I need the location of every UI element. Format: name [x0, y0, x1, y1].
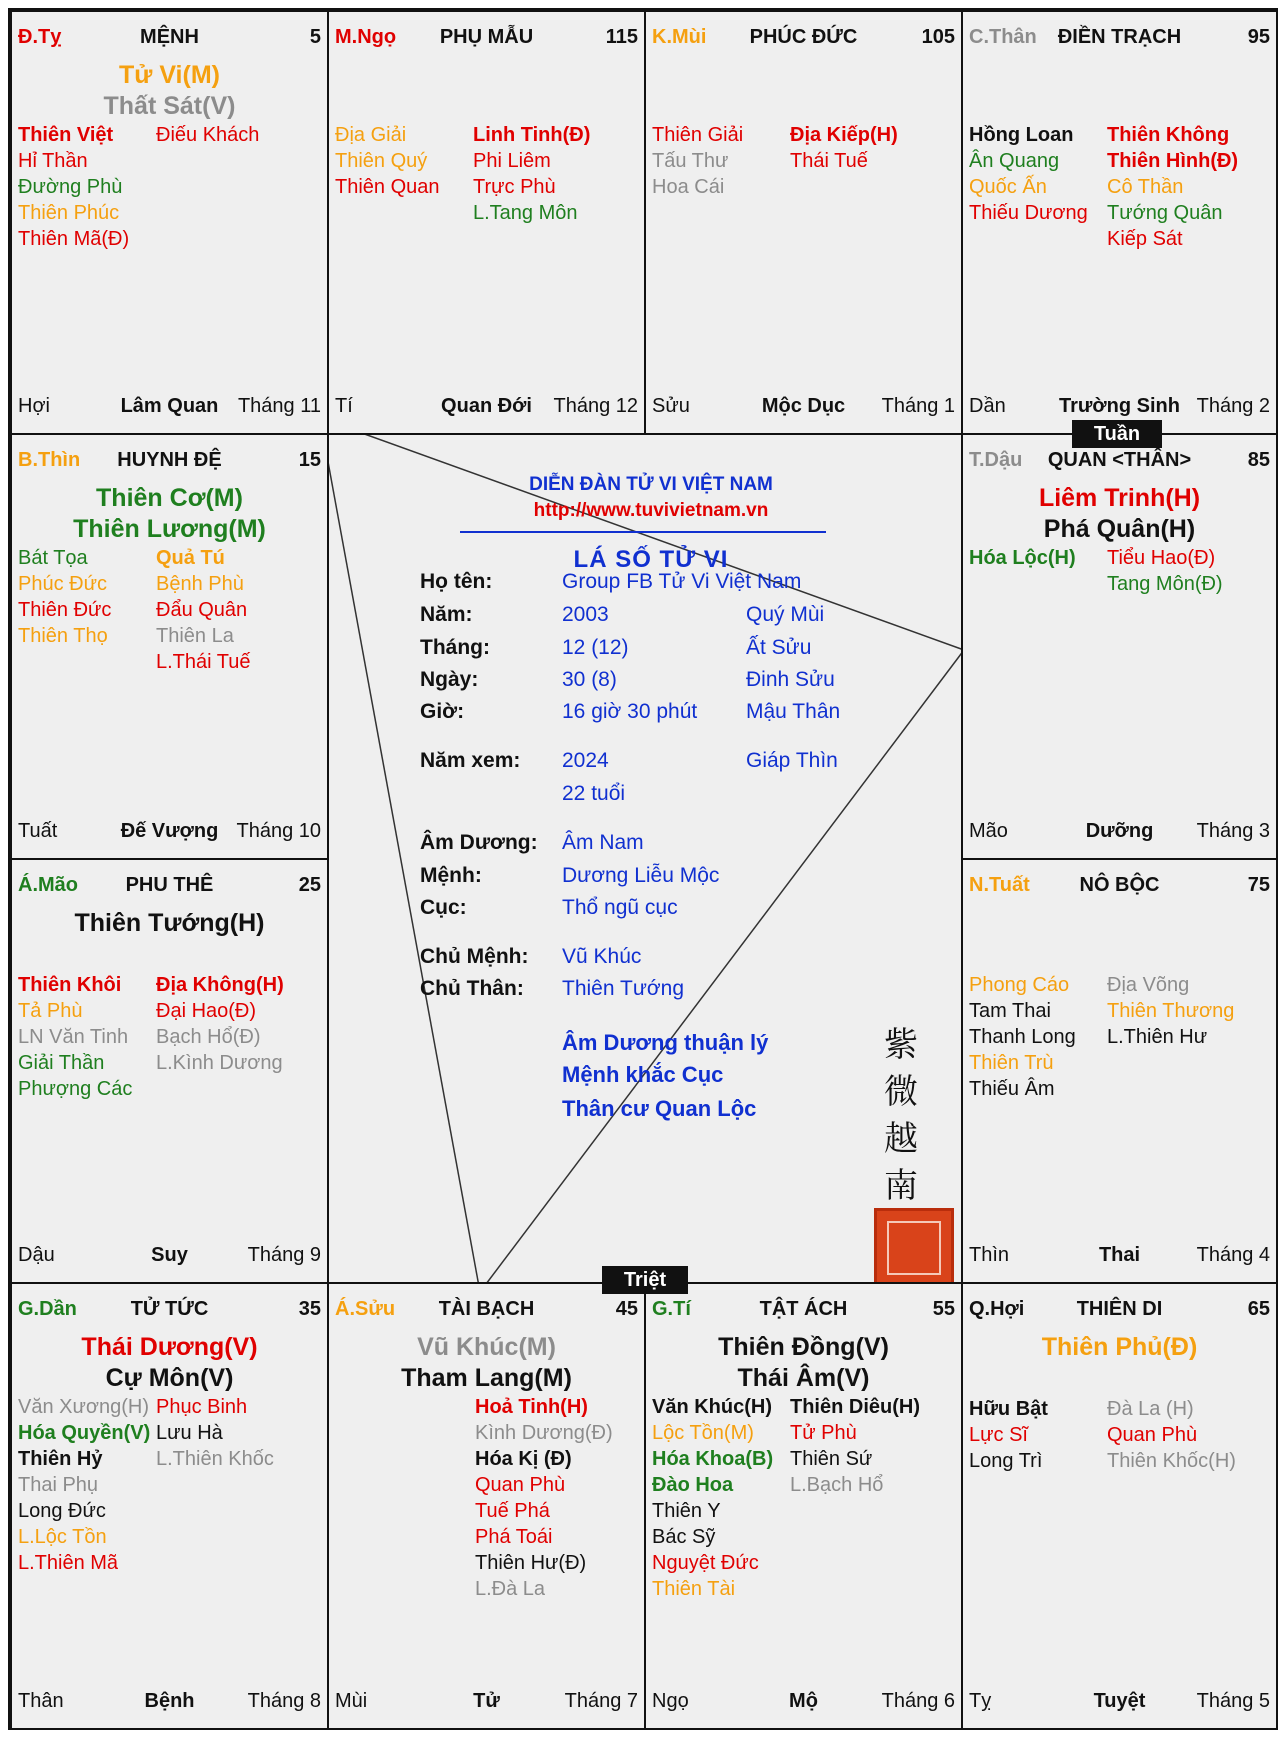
palace-name: PHU THÊ [125, 874, 214, 896]
minor-star: Địa Kiếp(H) [790, 124, 898, 146]
month-label: Tháng 8 [247, 1690, 321, 1712]
palace-header [18, 26, 321, 52]
minor-star: Lực Sĩ [969, 1424, 1028, 1446]
palace-footer [652, 395, 955, 419]
can-chi-label: N.Tuất [969, 874, 1030, 896]
minor-star: Phúc Đức [18, 573, 107, 595]
minor-star: Tử Phù [790, 1422, 857, 1444]
can-chi-label: G.Tí [652, 1298, 691, 1320]
chart-note: Âm Dương thuận lý [562, 1030, 769, 1055]
palace-header [18, 874, 321, 900]
main-stars [12, 1332, 327, 1394]
minor-star: Long Đức [18, 1500, 106, 1522]
minor-star: Quan Phù [1107, 1424, 1198, 1446]
trang-sinh-label: Đế Vượng [120, 820, 219, 842]
minor-star: Hóa Kị (Đ) [475, 1448, 572, 1470]
palace-name: TỬ TỨC [130, 1298, 209, 1320]
minor-star: Phượng Các [18, 1078, 133, 1100]
info-value-2: Mậu Thân [746, 700, 841, 723]
minor-star: Bệnh Phù [156, 573, 244, 595]
main-stars [963, 483, 1276, 545]
minor-star: Văn Khúc(H) [652, 1396, 772, 1418]
minor-star: L.Đà La [475, 1578, 546, 1600]
trang-sinh-label: Thai [1098, 1244, 1141, 1266]
seal-char: 微 [884, 1072, 918, 1112]
info-value-2: Ất Sửu [746, 636, 812, 659]
minor-star: Ân Quang [969, 150, 1060, 172]
trang-sinh-label: Tử [473, 1690, 500, 1712]
palace-footer [335, 395, 638, 419]
star-column-left [18, 545, 111, 649]
minor-star: Long Trì [969, 1450, 1043, 1472]
trang-sinh-label: Trường Sinh [1059, 395, 1180, 417]
star-column-left [652, 1394, 773, 1602]
palace-mao[interactable] [10, 858, 329, 1284]
minor-star: L.Tang Môn [473, 202, 578, 224]
star-column-left [652, 122, 743, 200]
main-star: Thất Sát(V) [103, 92, 236, 120]
minor-star: Hóa Lộc(H) [969, 547, 1076, 569]
palace-name: HUYNH ĐỆ [117, 449, 222, 471]
palace-header [18, 449, 321, 475]
palace-name: TẬT ÁCH [759, 1298, 848, 1320]
minor-star: L.Bạch Hổ [790, 1474, 884, 1496]
star-column-left [18, 1394, 150, 1576]
main-star: Tử Vi(M) [119, 61, 220, 89]
chart-title: LÁ SỐ TỬ VI [573, 546, 729, 573]
minor-star: Đà La (H) [1107, 1398, 1194, 1420]
minor-star: Địa Không(H) [156, 974, 284, 996]
trang-sinh-label: Bệnh [144, 1690, 195, 1712]
minor-star: Bác Sỹ [652, 1526, 716, 1548]
minor-star: Hóa Quyền(V) [18, 1422, 151, 1444]
minor-star: Thiên Quý [335, 150, 428, 172]
main-star: Thiên Cơ(M) [96, 484, 243, 512]
star-column-left [969, 122, 1088, 226]
minor-star: Hỉ Thần [18, 150, 88, 172]
minor-star: Thiên Mã(Đ) [18, 228, 130, 250]
palace-tuat[interactable] [961, 858, 1278, 1284]
palace-footer [969, 1244, 1270, 1268]
minor-star: Lộc Tồn(M) [652, 1422, 754, 1444]
main-star: Vũ Khúc(M) [417, 1333, 556, 1361]
palace-footer [18, 1244, 321, 1268]
minor-star: Tang Môn(Đ) [1107, 573, 1223, 595]
main-stars [12, 908, 327, 939]
star-column-left [969, 545, 1076, 571]
info-value-2: Quý Mùi [746, 603, 825, 626]
info-label: Năm: [420, 603, 473, 626]
palace-ty[interactable] [10, 10, 329, 435]
month-label: Tháng 6 [881, 1690, 955, 1712]
main-star: Thái Âm(V) [737, 1364, 870, 1392]
title-divider [460, 531, 826, 533]
trang-sinh-label: Mộc Dục [761, 395, 846, 417]
month-label: Tháng 5 [1196, 1690, 1270, 1712]
dai-van-number: 15 [298, 449, 321, 471]
minor-star: Hoa Cái [652, 176, 725, 198]
palace-header [969, 449, 1270, 475]
info-value: 30 (8) [562, 668, 617, 691]
main-star: Thiên Lương(M) [73, 515, 266, 543]
minor-star: Thiên Việt [18, 124, 114, 146]
trang-sinh-label: Mộ [789, 1690, 818, 1712]
minor-star: Văn Xương(H) [18, 1396, 149, 1418]
month-label: Tháng 3 [1196, 820, 1270, 842]
seal-char: 紫 [884, 1025, 918, 1065]
main-stars [329, 1332, 644, 1394]
minor-star: Quả Tú [156, 547, 225, 569]
palace-hoi[interactable] [961, 1282, 1278, 1730]
branch-label: Tuất [18, 820, 58, 842]
month-label: Tháng 2 [1196, 395, 1270, 417]
palace-header [969, 1298, 1270, 1324]
minor-star: Địa Giải [335, 124, 407, 146]
info-value: 22 tuổi [562, 782, 626, 805]
info-label: Mệnh: [420, 864, 482, 887]
seal-char: 越 [884, 1119, 918, 1159]
can-chi-label: Á.Sửu [335, 1298, 396, 1320]
minor-star: Tướng Quân [1107, 202, 1223, 224]
minor-star: Cô Thần [1107, 176, 1184, 198]
main-star: Thái Dương(V) [81, 1333, 258, 1361]
minor-star: L.Thiên Mã [18, 1552, 119, 1574]
minor-star: Thiên Hình(Đ) [1107, 150, 1239, 172]
minor-star: Hữu Bật [969, 1398, 1048, 1420]
branch-label: Dần [969, 395, 1006, 417]
can-chi-label: Á.Mão [18, 874, 78, 896]
chart-note: Thân cư Quan Lộc [562, 1096, 757, 1121]
minor-star: Thiên Hư(Đ) [475, 1552, 587, 1574]
can-chi-label: Đ.Tỵ [18, 26, 62, 48]
minor-star: Thiên Diêu(H) [790, 1396, 920, 1418]
minor-star: Tuế Phá [475, 1500, 550, 1522]
palace-ti[interactable] [644, 1282, 963, 1730]
trang-sinh-label: Quan Đới [441, 395, 532, 417]
minor-star: Trực Phù [473, 176, 556, 198]
seal-text [884, 1022, 916, 1210]
can-chi-label: B.Thìn [18, 449, 81, 471]
dai-van-number: 105 [921, 26, 955, 48]
triet-tag: Triệt [602, 1266, 688, 1294]
info-value-2: Đinh Sửu [746, 668, 835, 691]
month-label: Tháng 7 [564, 1690, 638, 1712]
minor-star: Thiên Trù [969, 1052, 1054, 1074]
dai-van-number: 65 [1247, 1298, 1270, 1320]
minor-star: Thiên Khôi [18, 974, 122, 996]
minor-star: Thiên Giải [652, 124, 744, 146]
main-star: Thiên Đồng(V) [718, 1333, 889, 1361]
minor-star: Giải Thần [18, 1052, 105, 1074]
minor-star: Thiên Không [1107, 124, 1230, 146]
minor-star: Điếu Khách [156, 124, 260, 146]
main-star: Cự Môn(V) [105, 1364, 234, 1392]
dai-van-number: 55 [932, 1298, 955, 1320]
branch-label: Thìn [969, 1244, 1010, 1266]
trang-sinh-label: Lâm Quan [120, 395, 219, 417]
minor-star: Thanh Long [969, 1026, 1076, 1048]
minor-star: Nguyệt Đức [652, 1552, 759, 1574]
star-column-right [1107, 122, 1238, 252]
palace-footer [969, 1690, 1270, 1714]
branch-label: Dậu [18, 1244, 55, 1266]
minor-star: Thai Phụ [18, 1474, 99, 1496]
star-column-left [335, 122, 440, 200]
branch-label: Tí [335, 395, 353, 417]
info-value: Âm Nam [562, 831, 644, 854]
star-column-right [790, 122, 898, 174]
minor-star: Quốc Ấn [969, 176, 1047, 198]
trang-sinh-label: Suy [151, 1244, 188, 1266]
palace-name: PHỤ MẪU [439, 26, 534, 48]
tu-vi-chart [8, 8, 1278, 1730]
info-value: 12 (12) [562, 636, 629, 659]
star-column-left [969, 1396, 1048, 1474]
star-column-right [1107, 972, 1234, 1050]
palace-header [969, 874, 1270, 900]
minor-star: Tả Phù [18, 1000, 83, 1022]
minor-star: Thiên Quan [335, 176, 440, 198]
info-label: Chủ Thân: [420, 977, 524, 1000]
palace-header [652, 1298, 955, 1324]
palace-thin[interactable] [10, 433, 329, 860]
can-chi-label: M.Ngọ [335, 26, 397, 48]
dai-van-number: 25 [298, 874, 321, 896]
red-seal-stamp [874, 1208, 954, 1288]
palace-name: TÀI BẠCH [438, 1298, 535, 1320]
branch-label: Sửu [652, 395, 690, 417]
minor-star: L.Thái Tuế [156, 651, 251, 673]
minor-star: Thái Tuế [790, 150, 868, 172]
minor-star: Bát Tọa [18, 547, 88, 569]
palace-ngo[interactable] [327, 10, 646, 435]
star-column-left [969, 972, 1076, 1102]
main-star: Thiên Phủ(Đ) [1041, 1333, 1198, 1361]
star-column-right [156, 545, 251, 675]
minor-star: L.Lộc Tồn [18, 1526, 107, 1548]
palace-footer [969, 395, 1270, 419]
trang-sinh-label: Tuyệt [1093, 1690, 1146, 1712]
forum-title: DIỄN ĐÀN TỬ VI VIỆT NAM [529, 474, 773, 495]
info-value: Thổ ngũ cục [562, 896, 678, 919]
palace-header [652, 26, 955, 52]
minor-star: Tiểu Hao(Đ) [1107, 547, 1216, 569]
can-chi-label: K.Mùi [652, 26, 707, 48]
minor-star: Hồng Loan [969, 124, 1074, 146]
can-chi-label: Q.Hợi [969, 1298, 1025, 1320]
dai-van-number: 35 [298, 1298, 321, 1320]
branch-label: Mão [969, 820, 1008, 842]
main-stars [963, 1332, 1276, 1363]
minor-star: Tam Thai [969, 1000, 1051, 1022]
trang-sinh-label: Dưỡng [1085, 820, 1154, 842]
palace-footer [335, 1690, 638, 1714]
palace-footer [18, 1690, 321, 1714]
info-label: Chủ Mệnh: [420, 945, 529, 968]
star-column-right [156, 122, 259, 148]
minor-star: Thiên Thương [1107, 1000, 1235, 1022]
palace-dau[interactable] [961, 433, 1278, 860]
minor-star: Thiên Đức [18, 599, 112, 621]
can-chi-label: G.Dần [18, 1298, 77, 1320]
can-chi-label: C.Thân [969, 26, 1037, 48]
minor-star: Đường Phù [18, 176, 123, 198]
forum-url[interactable]: http://www.tuvivietnam.vn [533, 500, 769, 521]
chart-note: Mệnh khắc Cục [562, 1062, 724, 1087]
dai-van-number: 5 [309, 26, 321, 48]
info-label: Cục: [420, 896, 467, 919]
star-column-right [1107, 1396, 1236, 1474]
palace-name: THIÊN DI [1076, 1298, 1163, 1320]
main-star: Tham Lang(M) [401, 1364, 572, 1392]
info-value: Vũ Khúc [562, 945, 642, 968]
main-star: Thiên Tướng(H) [74, 909, 265, 937]
info-value-2: Giáp Thìn [746, 749, 838, 772]
main-stars [12, 60, 327, 122]
minor-star: Đào Hoa [652, 1474, 734, 1496]
palace-footer [18, 820, 321, 844]
minor-star: Phá Toái [475, 1526, 553, 1548]
minor-star: Hoả Tinh(H) [475, 1396, 588, 1418]
branch-label: Mùi [335, 1690, 368, 1712]
info-value: 2024 [562, 749, 609, 772]
info-label: Tháng: [420, 636, 490, 659]
minor-star: L.Kình Dương [156, 1052, 283, 1074]
info-value: Dương Liễu Mộc [562, 864, 720, 887]
branch-label: Tỵ [969, 1690, 992, 1712]
minor-star: Lưu Hà [156, 1422, 223, 1444]
palace-footer [18, 395, 321, 419]
minor-star: Bạch Hổ(Đ) [156, 1026, 261, 1048]
palace-header [18, 1298, 321, 1324]
branch-label: Hợi [18, 395, 51, 417]
minor-star: L.Thiên Hư [1107, 1026, 1208, 1048]
center-panel [328, 442, 974, 1280]
main-stars [646, 1332, 961, 1394]
star-column-right [473, 122, 590, 226]
palace-than[interactable] [961, 10, 1278, 435]
dai-van-number: 115 [605, 26, 638, 48]
minor-star: Đại Hao(Đ) [156, 1000, 257, 1022]
month-label: Tháng 12 [553, 395, 638, 417]
main-star: Liêm Trinh(H) [1038, 484, 1201, 512]
palace-dan[interactable] [10, 1282, 329, 1730]
palace-header [335, 1298, 638, 1324]
palace-name: PHÚC ĐỨC [749, 26, 858, 48]
month-label: Tháng 11 [237, 395, 321, 417]
minor-star: Thiên Thọ [18, 625, 108, 647]
minor-star: Thiên Hỷ [18, 1448, 103, 1470]
minor-star: Phong Cáo [969, 974, 1070, 996]
minor-star: Thiên Phúc [18, 202, 120, 224]
star-column-left [18, 972, 132, 1102]
palace-name: MỆNH [140, 26, 199, 48]
palace-header [335, 26, 638, 52]
palace-footer [652, 1690, 955, 1714]
main-stars [12, 483, 327, 545]
minor-star: Kiếp Sát [1107, 228, 1183, 250]
palace-header [969, 26, 1270, 52]
dai-van-number: 45 [615, 1298, 638, 1320]
info-label: Họ tên: [420, 570, 493, 593]
minor-star: Thiếu Dương [969, 202, 1088, 224]
star-column-right [156, 972, 284, 1076]
seal-char: 南 [884, 1166, 918, 1206]
minor-star: Thiên La [156, 625, 234, 647]
minor-star: Đẩu Quân [156, 599, 248, 621]
minor-star: Thiếu Âm [969, 1078, 1055, 1100]
minor-star: Phi Liêm [473, 150, 551, 172]
month-label: Tháng 4 [1196, 1244, 1270, 1266]
minor-star: Linh Tinh(Đ) [473, 124, 591, 146]
minor-star: L.Thiên Khốc [156, 1448, 274, 1470]
star-column-right [1107, 545, 1223, 597]
info-label: Giờ: [420, 700, 465, 723]
minor-star: Phục Binh [156, 1396, 248, 1418]
minor-star: LN Văn Tinh [18, 1026, 129, 1048]
palace-name: NÔ BỘC [1079, 874, 1160, 896]
minor-star: Hóa Khoa(B) [652, 1448, 774, 1470]
branch-label: Thân [18, 1690, 64, 1712]
dai-van-number: 75 [1247, 874, 1270, 896]
info-value: Group FB Tử Vi Việt Nam [562, 570, 802, 593]
info-value: 2003 [562, 603, 609, 626]
minor-star: Địa Võng [1107, 974, 1190, 996]
info-value: 16 giờ 30 phút [562, 700, 698, 723]
palace-name: QUAN <THÂN> [1047, 449, 1192, 471]
month-label: Tháng 1 [881, 395, 955, 417]
minor-star: Thiên Khốc(H) [1107, 1450, 1236, 1472]
palace-mui[interactable] [644, 10, 963, 435]
tuan-tag: Tuần [1072, 420, 1162, 448]
month-label: Tháng 10 [236, 820, 321, 842]
month-label: Tháng 9 [247, 1244, 321, 1266]
dai-van-number: 85 [1247, 449, 1270, 471]
info-label: Âm Dương: [420, 831, 538, 854]
minor-star: Thiên Tài [652, 1578, 736, 1600]
star-column-right [156, 1394, 274, 1472]
minor-star: Tấu Thư [652, 150, 729, 172]
info-label: Năm xem: [420, 749, 521, 772]
minor-star: Quan Phù [475, 1474, 566, 1496]
palace-suu[interactable] [327, 1282, 646, 1730]
info-value: Thiên Tướng [562, 977, 685, 1000]
star-column-left [18, 122, 129, 252]
palace-footer [969, 820, 1270, 844]
minor-star: Thiên Sứ [790, 1448, 873, 1470]
palace-name: ĐIỀN TRẠCH [1057, 26, 1182, 48]
star-column-right [790, 1394, 920, 1498]
branch-label: Ngọ [652, 1690, 689, 1712]
can-chi-label: T.Dậu [969, 449, 1023, 471]
star-column-right [475, 1394, 613, 1602]
minor-star: Kình Dương(Đ) [475, 1422, 613, 1444]
info-label: Ngày: [420, 668, 479, 691]
dai-van-number: 95 [1247, 26, 1270, 48]
main-star: Phá Quân(H) [1043, 515, 1196, 543]
minor-star: Thiên Y [652, 1500, 721, 1522]
